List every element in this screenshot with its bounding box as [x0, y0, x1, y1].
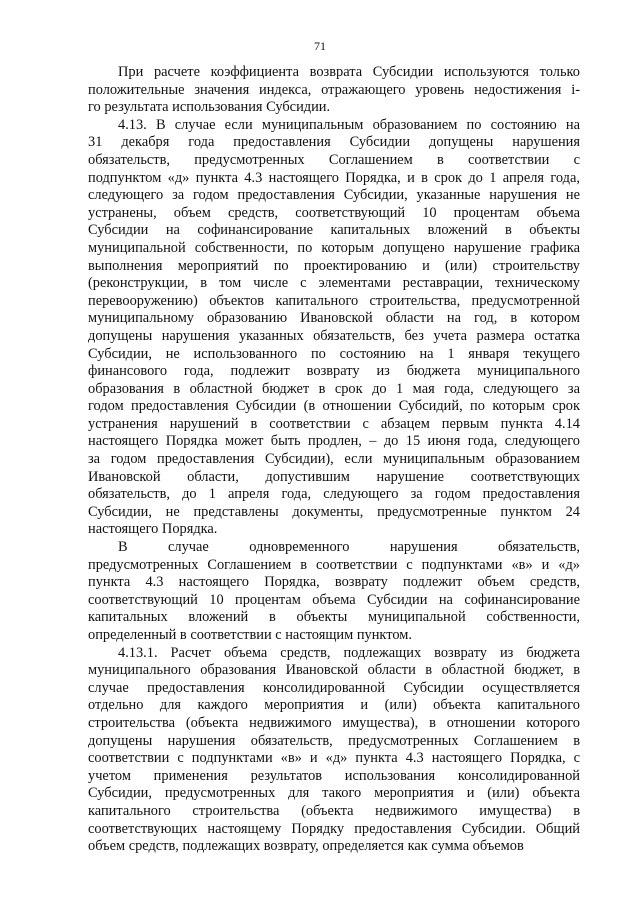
text-line: 4.13. В случае если муниципальным образованием по состоянию на — [118, 116, 580, 133]
text-line: муниципального образования Ивановской области в областной бюджет, в — [88, 662, 580, 679]
page-number: 71 — [314, 39, 326, 53]
text-line: случае предоставления консолидированной Субсидии осуществляется — [88, 679, 580, 696]
text-line: финансового года, подлежит возврату из бюджета муниципального — [88, 363, 580, 380]
text-line: В случае одновременного нарушения обязательств, — [118, 539, 580, 556]
text-line: отдельно для каждого мероприятия и (или) объекта капитального — [88, 697, 580, 714]
text-line: капитальных вложений в объекты муниципальной собственности, — [88, 609, 580, 626]
text-line: Субсидии, не использованного по состоянию на 1 января текущего — [88, 345, 580, 362]
text-line: настоящего Порядка. — [88, 521, 218, 538]
text-line: капитального строительства (объекта недвижимого имущества) в — [88, 802, 580, 819]
text-line: определенный в соответствии с настоящим пунктом. — [88, 627, 412, 643]
text-line: предусмотренных Соглашением в соответствии с подпунктами «в» и «д» — [88, 556, 580, 573]
text-line: образования в областной бюджет в срок до 1 мая года, следующего за — [88, 380, 580, 397]
text-line: 31 декабря года предоставления Субсидии допущены нарушения — [88, 134, 580, 151]
paragraph — [88, 117, 580, 539]
text-line: допущены нарушения указанных обязательств, без учета размера остатка — [88, 327, 580, 344]
text-line: го результата использования Субсидии. — [88, 99, 331, 116]
text-line: соответствующий 10 процентам объема Субсидии на софинансирование — [88, 591, 580, 608]
document-body — [88, 64, 580, 856]
text-line: Субсидии, не представлены документы, предусмотренные пунктом 24 — [88, 503, 580, 520]
text-line: соответствующих настоящему Порядку предоставления Субсидии. Общий — [88, 820, 580, 837]
text-line: пункта 4.3 настоящего Порядка, возврату подлежит объем средств, — [88, 574, 580, 591]
text-line: Ивановской области, допустившим нарушение соответствующих — [88, 468, 580, 485]
text-line: устранены, объем средств, соответствующий 10 процентам объема — [88, 204, 580, 221]
text-line: муниципальной собственности, по которым допущено нарушение графика — [88, 239, 580, 256]
text-line: объем средств, подлежащих возврату, определяется как сумма объемов — [88, 838, 524, 855]
paragraph — [88, 64, 580, 117]
paragraph — [88, 539, 580, 645]
text-line: положительные значения индекса, отражающего уровень недостижения i- — [88, 81, 580, 98]
text-line: настоящего Порядка может быть продлен, – до 15 июня года, следующего — [88, 433, 580, 450]
paragraph — [88, 645, 580, 856]
text-line: 4.13.1. Расчет объема средств, подлежащих возврату из бюджета — [118, 644, 580, 661]
text-line: строительства (объекта недвижимого имущества), в отношении которого — [88, 714, 580, 731]
text-line: соответствии с подпунктами «в» и «д» пункта 4.3 настоящего Порядка, с — [88, 750, 580, 767]
text-line: годом предоставления Субсидии (в отношении Субсидий, по которым срок — [88, 398, 580, 415]
text-line: Субсидии на софинансирование капитальных вложений в объекты — [88, 222, 580, 239]
text-line: за годом предоставления Субсидии), если муниципальным образованием — [88, 451, 580, 468]
text-line: следующего за годом предоставления Субсидии, указанные нарушения не — [88, 187, 580, 204]
text-line: обязательств, предусмотренных Соглашением в соответствии с — [88, 151, 580, 168]
text-line: учетом применения результатов использования консолидированной — [88, 767, 580, 784]
text-line: перевооружению) объектов капитального строительства, предусмотренной — [88, 292, 580, 309]
text-line: Субсидии, предусмотренных для такого мероприятия и (или) объекта — [88, 785, 580, 802]
text-line: выполнения мероприятий по проектированию и (или) строительству — [88, 257, 580, 274]
text-line: устранения нарушений в соответствии с абзацем первым пункта 4.14 — [88, 415, 580, 432]
text-line: При расчете коэффициента возврата Субсидии используются только — [118, 64, 580, 80]
text-line: допущены нарушения обязательств, предусмотренных Соглашением в — [88, 732, 580, 749]
text-line: (реконструкции, в том числе с элементами реставрации, техническому — [88, 275, 580, 292]
text-line: муниципальному образованию Ивановской области на год, в котором — [88, 310, 580, 327]
text-line: подпунктом «д» пункта 4.3 настоящего Порядка, и в срок до 1 апреля года, — [88, 169, 580, 186]
text-line: обязательств, до 1 апреля года, следующего за годом предоставления — [88, 486, 580, 503]
